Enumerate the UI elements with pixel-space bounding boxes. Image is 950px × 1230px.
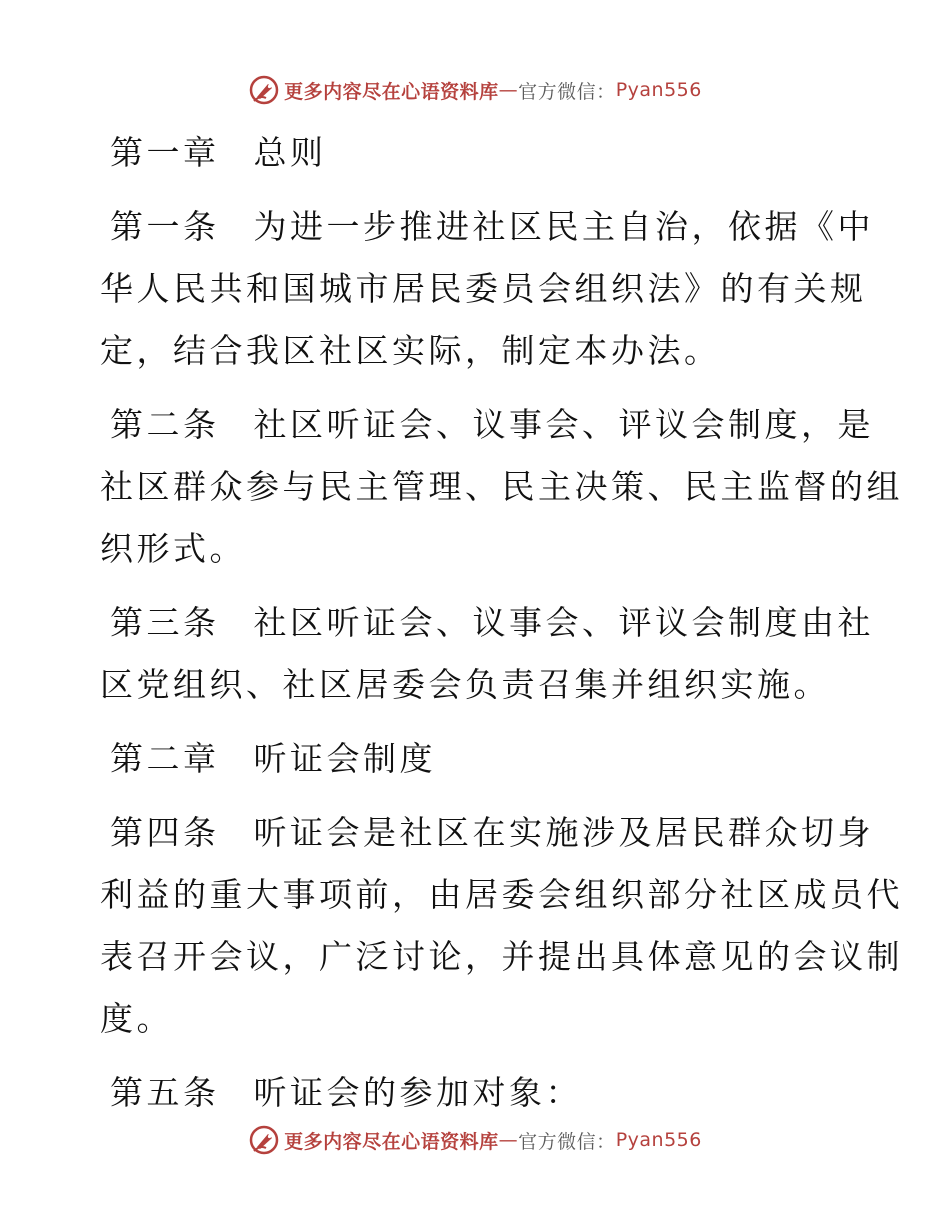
text-line: 利益的重大事项前，由居委会组织部分社区成员代	[100, 875, 903, 914]
article-text: 为进一步推进社区民主自治，依据《中	[253, 207, 874, 246]
article-text: 社区听证会、议事会、评议会制度，是	[253, 405, 874, 444]
chapter-heading	[100, 728, 860, 790]
article-number: 第四条	[110, 813, 220, 852]
chapter-title: 听证会制度	[253, 739, 436, 778]
text-line	[100, 728, 860, 790]
watermark-wechat-id: Pyan556	[615, 79, 702, 101]
article-text: 听证会是社区在实施涉及居民群众切身	[253, 813, 874, 852]
article-paragraph	[100, 1062, 860, 1124]
article-text: 听证会的参加对象：	[253, 1073, 582, 1112]
chapter-title: 总则	[253, 133, 327, 172]
article-number: 第三条	[110, 603, 220, 642]
article-text: 社区听证会、议事会、评议会制度由社	[253, 603, 874, 642]
text-line: 华人民共和国城市居民委员会组织法》的有关规	[100, 269, 867, 308]
text-line	[100, 1062, 860, 1124]
text-line	[100, 196, 874, 258]
article-paragraph	[100, 802, 903, 1050]
article-paragraph	[100, 592, 874, 716]
text-line	[100, 802, 874, 864]
watermark-wechat-id: Pyan556	[615, 1129, 702, 1151]
footer-watermark	[0, 1122, 950, 1158]
watermark-site-text: 更多内容尽在心语资料库	[284, 80, 499, 103]
article-paragraph	[100, 394, 903, 580]
article-number: 第二章	[110, 739, 220, 778]
pen-nib-icon	[248, 1124, 280, 1156]
text-line	[100, 592, 874, 654]
text-line: 区党组织、社区居委会负责召集并组织实施。	[100, 665, 830, 704]
chapter-heading	[100, 122, 860, 184]
article-paragraph	[100, 196, 874, 382]
header-watermark	[0, 72, 950, 108]
article-number: 第二条	[110, 405, 220, 444]
watermark-site-text: 更多内容尽在心语资料库	[284, 1130, 499, 1153]
watermark-wechat-label: 官方微信：	[518, 80, 616, 103]
text-line: 度。	[100, 999, 173, 1038]
article-number: 第一章	[110, 133, 220, 172]
text-line: 织形式。	[100, 529, 246, 568]
text-line	[100, 122, 860, 184]
document-body	[100, 122, 903, 1136]
article-number: 第五条	[110, 1073, 220, 1112]
text-line: 社区群众参与民主管理、民主决策、民主监督的组	[100, 467, 903, 506]
text-line: 表召开会议，广泛讨论，并提出具体意见的会议制	[100, 937, 903, 976]
article-number: 第一条	[110, 207, 220, 246]
text-line	[100, 394, 874, 456]
text-line: 定，结合我区社区实际，制定本办法。	[100, 331, 721, 370]
pen-nib-icon	[248, 74, 280, 106]
watermark-dash: —	[498, 79, 519, 101]
watermark-dash: —	[498, 1129, 519, 1151]
watermark-wechat-label: 官方微信：	[518, 1130, 616, 1153]
